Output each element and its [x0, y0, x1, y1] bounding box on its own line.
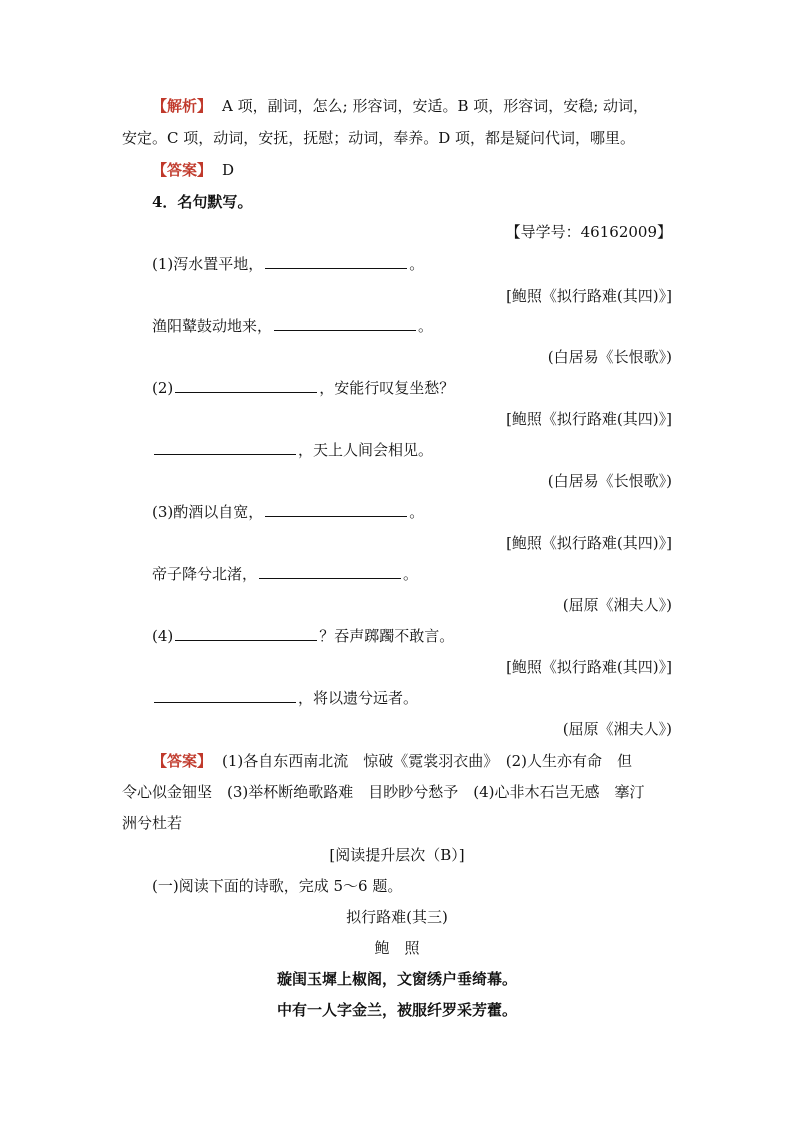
- answer-label: 【答案】: [152, 752, 213, 770]
- fill-item-7: [152, 626, 454, 646]
- fill-pre: 帝子降兮北渚，: [152, 565, 258, 583]
- fill-post: 。: [409, 255, 425, 273]
- analysis-label: 【解析】: [152, 97, 213, 115]
- q4-answer-line2: 令心似金钿坚 (3)举杯断绝歌路难 目眇眇兮愁予 (4)心非木石岂无感 搴汀: [122, 783, 645, 801]
- answer-blank[interactable]: [154, 688, 296, 703]
- q4-answer-line3: 洲兮杜若: [122, 814, 183, 832]
- answer-value: D: [222, 161, 235, 179]
- fill-source-8: (屈原《湘夫人》): [562, 720, 672, 738]
- poem-line-2: 中有一人字金兰，被服纤罗采芳藿。: [276, 1001, 517, 1019]
- analysis-text-1: A 项，副词，怎么; 形容词，安适。B 项，形容词，安稳; 动词，: [222, 97, 649, 115]
- fill-pre: (2): [152, 379, 174, 397]
- section-intro: (一)阅读下面的诗歌，完成 5～6 题。: [152, 877, 403, 895]
- answer-blank[interactable]: [259, 564, 401, 579]
- answer-blank[interactable]: [175, 378, 317, 393]
- poem-title: 拟行路难(其三): [346, 908, 448, 926]
- fill-post: 。: [418, 317, 434, 335]
- q3-analysis-line2: 安定。C 项，动词，安抚，抚慰；动词，奉养。D 项，都是疑问代词，哪里。: [122, 129, 636, 147]
- fill-post: ，将以遗兮远者。: [298, 689, 419, 707]
- fill-source-7: [鲍照《拟行路难(其四)》]: [506, 658, 672, 676]
- fill-post: 。: [403, 565, 419, 583]
- fill-source-2: (白居易《长恨歌》): [547, 348, 672, 366]
- fill-item-4: [152, 440, 433, 460]
- q3-analysis-line1: [152, 96, 648, 116]
- answer-blank[interactable]: [175, 626, 317, 641]
- answer-blank[interactable]: [265, 254, 407, 269]
- answer-label: 【答案】: [152, 161, 213, 179]
- fill-item-6: [152, 564, 418, 584]
- fill-source-6: (屈原《湘夫人》): [562, 596, 672, 614]
- answer-blank[interactable]: [274, 316, 416, 331]
- fill-source-5: [鲍照《拟行路难(其四)》]: [506, 534, 672, 552]
- fill-pre: (1)泻水置平地，: [152, 255, 264, 273]
- fill-post: ，安能行叹复坐愁？: [319, 379, 455, 397]
- q3-answer: [152, 160, 234, 180]
- fill-post: ，天上人间会相见。: [298, 441, 434, 459]
- answer-text-1: (1)各自东西南北流 惊破《霓裳羽衣曲》 (2)人生亦有命 但: [222, 752, 633, 770]
- fill-item-2: [152, 316, 433, 336]
- q4-answer-line1: [152, 751, 632, 771]
- fill-item-5: [152, 502, 424, 522]
- answer-blank[interactable]: [265, 502, 407, 517]
- section-heading: [阅读提升层次（B）]: [329, 846, 465, 864]
- poem-author: 鲍 照: [374, 939, 420, 957]
- answer-blank[interactable]: [154, 440, 296, 455]
- fill-item-8: [152, 688, 418, 708]
- fill-pre: (3)酌酒以自宽，: [152, 503, 264, 521]
- fill-item-3: [152, 378, 454, 398]
- fill-source-1: [鲍照《拟行路难(其四)》]: [506, 287, 672, 305]
- fill-post: ？吞声踯躅不敢言。: [319, 627, 455, 645]
- fill-post: 。: [409, 503, 425, 521]
- fill-item-1: [152, 254, 424, 274]
- fill-source-4: (白居易《长恨歌》): [547, 472, 672, 490]
- guide-number: 【导学号：46162009】: [505, 223, 672, 241]
- q4-title: 4．名句默写。: [152, 193, 253, 211]
- fill-pre: 渔阳鼙鼓动地来，: [152, 317, 273, 335]
- fill-pre: (4): [152, 627, 174, 645]
- fill-source-3: [鲍照《拟行路难(其四)》]: [506, 410, 672, 428]
- poem-line-1: 璇闺玉墀上椒阁，文窗绣户垂绮幕。: [276, 970, 517, 988]
